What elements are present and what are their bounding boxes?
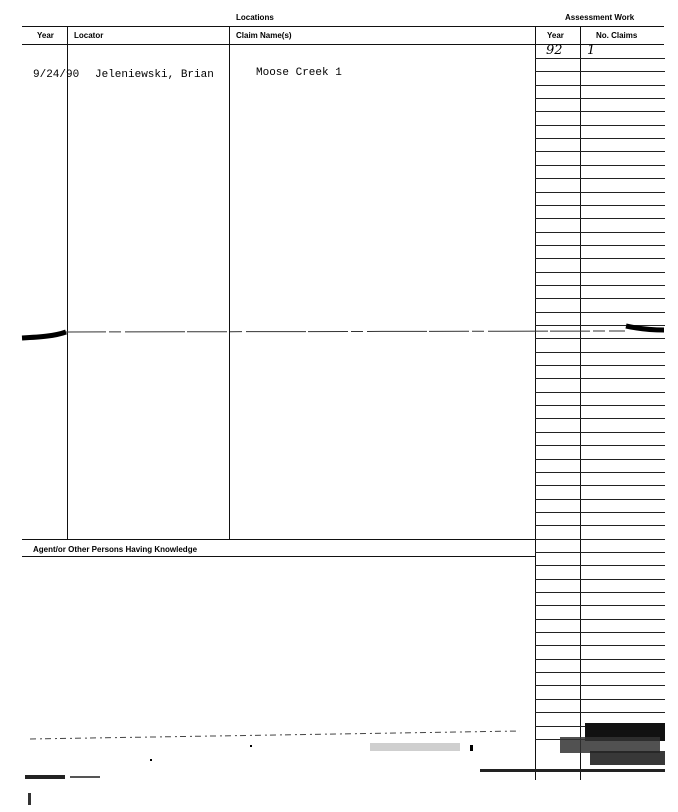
locations-bottom-border [22,539,536,540]
assessment-ruled-line [535,472,665,473]
page-crease [0,320,678,344]
assessment-ruled-line [535,485,665,486]
assessment-ruled-line [535,111,665,112]
locator-column-header: Locator [74,31,104,40]
location-row-claim-name: Moose Creek 1 [256,67,342,79]
assessment-ruled-line [535,592,665,593]
assessment-ruled-line [535,405,665,406]
assessment-ruled-line [535,552,665,553]
assessment-ruled-line [535,71,665,72]
location-row-locator: Jeleniewski, Brian [95,69,214,81]
crease-line [66,331,625,332]
assessment-year-column-header: Year [547,31,564,40]
assessment-ruled-line [535,85,665,86]
noise-speck-center [150,759,152,761]
assessment-ruled-line [535,378,665,379]
noise-bottom-tick [28,793,31,805]
noise-blot-right-b [560,737,660,753]
assessment-ruled-line [535,685,665,686]
noise-streak-left [70,776,100,778]
assessment-work-header: Assessment Work [565,13,635,22]
assessment-ruled-line [535,672,665,673]
assessment-ruled-line [535,699,665,700]
assessment-ruled-line [535,298,665,299]
assessment-ruled-line [535,352,665,353]
assessment-ruled-line [535,205,665,206]
location-row-year: 9/24/90 [33,69,80,81]
assessment-ruled-line [535,138,665,139]
assessment-ruled-line [535,539,665,540]
no-claims-column-header: No. Claims [596,31,638,40]
crease-left-mark [22,332,66,338]
claim-names-column-header: Claim Name(s) [236,31,292,40]
scan-noise-bottom [0,715,678,812]
assessment-year-claims-divider [580,26,581,780]
agent-section-border [22,556,536,557]
assessment-ruled-line [535,125,665,126]
assessment-ruled-line [535,418,665,419]
year-locator-divider [67,26,68,539]
assessment-ruled-line [535,245,665,246]
assessment-ruled-line [535,165,665,166]
assessment-ruled-line [535,512,665,513]
assessment-ruled-line [535,432,665,433]
assessment-ruled-line [535,392,665,393]
assessment-ruled-line [535,445,665,446]
locator-claim-divider [229,26,230,539]
assessment-ruled-line [535,258,665,259]
assessment-ruled-line [535,58,665,59]
noise-dash-line [30,731,520,739]
assessment-ruled-line [535,459,665,460]
assessment-ruled-line [535,272,665,273]
assessment-ruled-line [535,151,665,152]
assessment-ruled-line [535,192,665,193]
noise-speck-a [250,745,252,747]
noise-bottom-rule [480,769,665,772]
assessment-ruled-line [535,579,665,580]
assessment-ruled-line [535,712,665,713]
assessment-ruled-line [535,619,665,620]
assessment-ruled-line [535,659,665,660]
assessment-ruled-line [535,632,665,633]
noise-blot-right-c [590,751,665,765]
claims-assessment-divider [535,26,536,780]
noise-speck-b [470,745,473,751]
crease-right-mark [626,326,664,330]
assessment-row-no-claims: 1 [587,43,596,58]
assessment-ruled-line [535,565,665,566]
noise-speck-mid [370,743,460,751]
agent-section-label: Agent/or Other Persons Having Knowledge [33,545,198,554]
locations-header: Locations [236,13,274,22]
table-top-border [22,26,664,27]
assessment-ruled-line [535,645,665,646]
assessment-ruled-line [535,178,665,179]
assessment-ruled-line [535,312,665,313]
assessment-ruled-line [535,365,665,366]
assessment-ruled-line [535,499,665,500]
assessment-ruled-line [535,605,665,606]
assessment-row-year: 92 [546,43,563,58]
assessment-ruled-line [535,98,665,99]
assessment-ruled-line [535,525,665,526]
column-header-border [22,44,664,45]
assessment-ruled-line [535,218,665,219]
assessment-ruled-line [535,285,665,286]
assessment-ruled-line [535,232,665,233]
noise-blot-left [25,775,65,779]
year-column-header: Year [37,31,54,40]
